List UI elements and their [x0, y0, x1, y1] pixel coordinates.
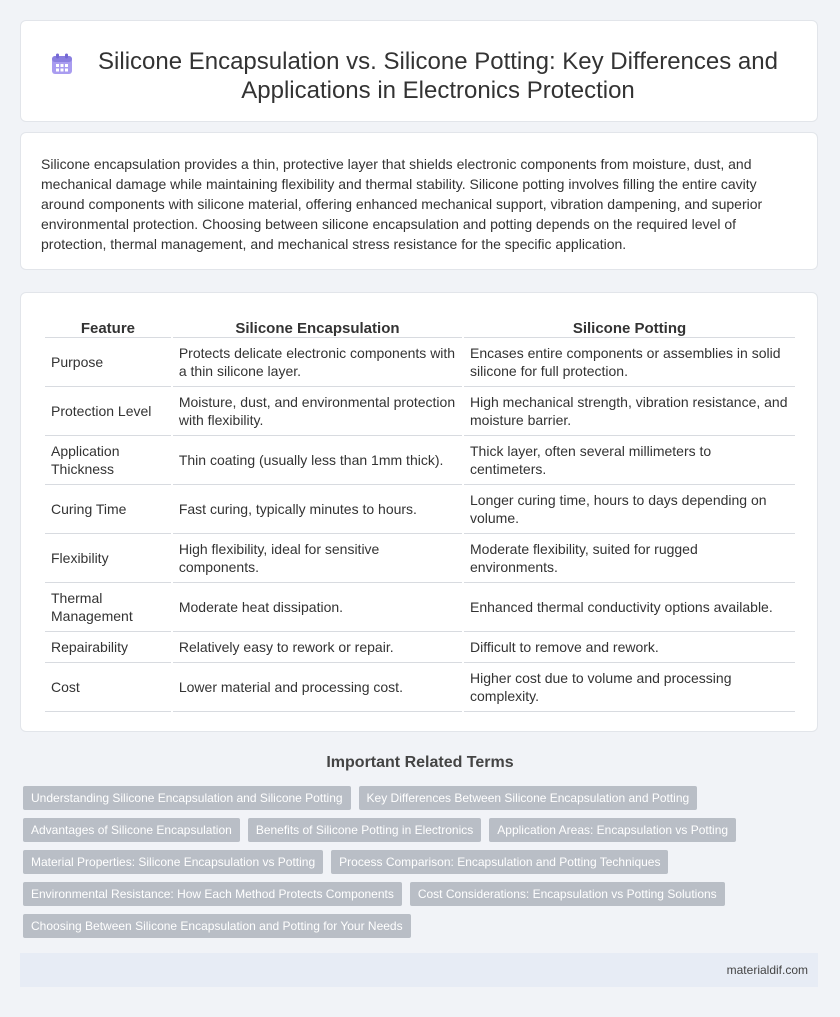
table-cell-feature: Curing Time [45, 485, 171, 534]
table-cell-encapsulation: Fast curing, typically minutes to hours. [173, 485, 462, 534]
column-header-feature: Feature [45, 315, 171, 338]
table-cell-encapsulation: Relatively easy to rework or repair. [173, 632, 462, 663]
table-cell-potting: Thick layer, often several millimeters to centimeters. [464, 436, 795, 485]
table-cell-encapsulation: High flexibility, ideal for sensitive components. [173, 534, 462, 583]
table-row [45, 387, 795, 436]
related-term-tag[interactable]: Advantages of Silicone Encapsulation [23, 818, 240, 842]
title-row [21, 21, 817, 105]
table-cell-encapsulation: Moisture, dust, and environmental protection with flexibility. [173, 387, 462, 436]
table-cell-potting: High mechanical strength, vibration resistance, and moisture barrier. [464, 387, 795, 436]
table-row [45, 534, 795, 583]
related-term-tag[interactable]: Key Differences Between Silicone Encapsulation and Potting [359, 786, 698, 810]
footer-site-link[interactable]: materialdif.com [726, 963, 808, 977]
footer [20, 953, 818, 987]
related-terms-heading: Important Related Terms [326, 754, 514, 771]
related-term-tag[interactable]: Benefits of Silicone Potting in Electronics [248, 818, 481, 842]
column-header-potting: Silicone Potting [464, 315, 795, 338]
table-cell-potting: Enhanced thermal conductivity options available. [464, 583, 795, 632]
related-term-tag[interactable]: Cost Considerations: Encapsulation vs Potting Solutions [410, 882, 725, 906]
intro-paragraph: Silicone encapsulation provides a thin, protective layer that shields electronic components from moisture, dust, and mechanical damage while maintaining flexibility and thermal stability. Silicone potting involves filling the entire cavity around components with silicone material, offering enhanced mechanical support, vibration dampening, and superior environmental protection. Choosing between silicone encapsulation and potting depends on the required level of protection, thermal management, and mechanical stress resistance for the specific application. [41, 156, 763, 252]
related-terms-list [23, 786, 783, 938]
table-header-row [45, 315, 795, 338]
table-cell-encapsulation: Protects delicate electronic components with a thin silicone layer. [173, 338, 462, 387]
table-row [45, 485, 795, 534]
table-row [45, 436, 795, 485]
table-cell-feature: Purpose [45, 338, 171, 387]
related-term-tag[interactable]: Process Comparison: Encapsulation and Potting Techniques [331, 850, 668, 874]
table-cell-feature: Flexibility [45, 534, 171, 583]
title-card [20, 20, 818, 122]
related-term-tag[interactable]: Application Areas: Encapsulation vs Potting [489, 818, 736, 842]
calendar-icon [51, 53, 73, 75]
table-cell-potting: Encases entire components or assemblies in solid silicone for full protection. [464, 338, 795, 387]
table-cell-feature: Protection Level [45, 387, 171, 436]
related-term-tag[interactable]: Understanding Silicone Encapsulation and Silicone Potting [23, 786, 351, 810]
table-cell-potting: Longer curing time, hours to days depending on volume. [464, 485, 795, 534]
table-cell-encapsulation: Lower material and processing cost. [173, 663, 462, 712]
comparison-card [20, 292, 818, 732]
table-cell-feature: Cost [45, 663, 171, 712]
table-row [45, 663, 795, 712]
comparison-table [43, 315, 797, 712]
table-cell-potting: Difficult to remove and rework. [464, 632, 795, 663]
related-term-tag[interactable]: Environmental Resistance: How Each Method Protects Components [23, 882, 402, 906]
column-header-encapsulation: Silicone Encapsulation [173, 315, 462, 338]
page-title: Silicone Encapsulation vs. Silicone Potting: Key Differences and Applications in Electronics Protection [98, 48, 778, 104]
related-term-tag[interactable]: Choosing Between Silicone Encapsulation and Potting for Your Needs [23, 914, 411, 938]
related-term-tag[interactable]: Material Properties: Silicone Encapsulation vs Potting [23, 850, 323, 874]
table-cell-feature: Repairability [45, 632, 171, 663]
table-row [45, 632, 795, 663]
table-cell-encapsulation: Moderate heat dissipation. [173, 583, 462, 632]
intro-card [20, 132, 818, 270]
table-cell-encapsulation: Thin coating (usually less than 1mm thick). [173, 436, 462, 485]
table-cell-potting: Higher cost due to volume and processing complexity. [464, 663, 795, 712]
table-row [45, 583, 795, 632]
table-cell-potting: Moderate flexibility, suited for rugged environments. [464, 534, 795, 583]
table-cell-feature: Application Thickness [45, 436, 171, 485]
table-row [45, 338, 795, 387]
table-cell-feature: Thermal Management [45, 583, 171, 632]
